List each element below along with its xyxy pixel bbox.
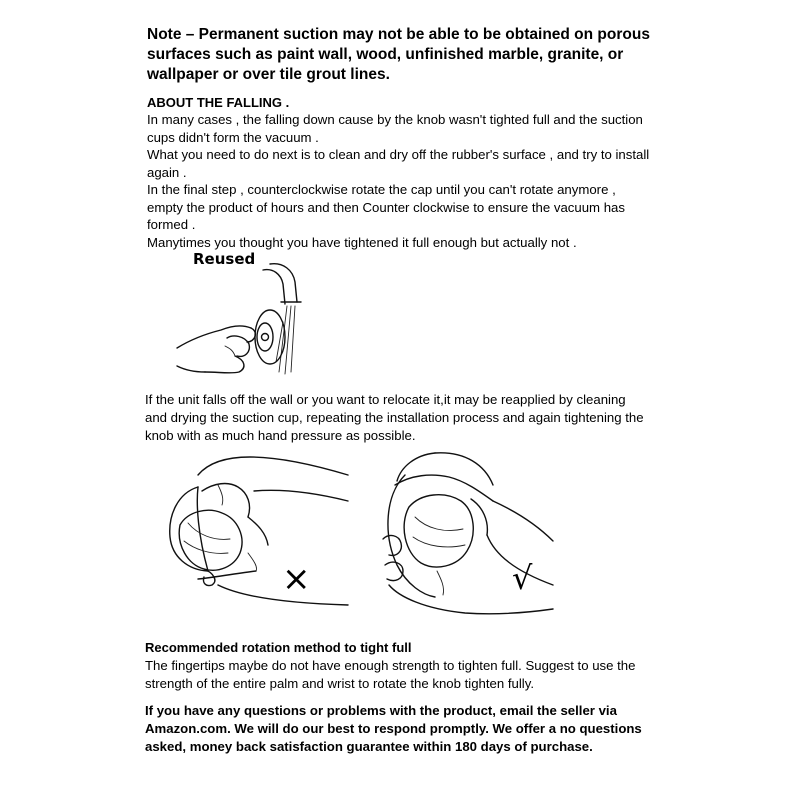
about-line: cups didn't form the vacuum .: [147, 129, 319, 145]
about-line: formed .: [147, 217, 196, 232]
contact-line: asked, money back satisfaction guarantee within 180 days of purchase.: [145, 739, 593, 754]
wrong-method-mark: ×: [282, 559, 311, 599]
about-line: In the final step , counterclockwise rotate the cap until you can't rotate anymore ,: [147, 182, 616, 197]
hand-palm-knob-icon: [375, 445, 555, 625]
about-line: What you need to do next is to clean and dry off the rubber's surface , and try to install: [147, 147, 650, 162]
contact-guarantee-text: [145, 702, 705, 756]
contact-line: If you have any questions or problems with the product, email the seller via: [145, 703, 617, 718]
recommended-method-heading: Recommended rotation method to tight full: [145, 640, 412, 655]
contact-line: Amazon.com. We will do our best to respond promptly. We offer a no questions: [145, 721, 642, 736]
reapply-line: and drying the suction cup, repeating the installation process and again tightening the: [145, 410, 644, 425]
about-line: Manytimes you thought you have tightened it full enough but actually not .: [147, 234, 577, 250]
porous-surface-note: Note – Permanent suction may not be able to be obtained on porous surfaces such as paint wall, wood, unfinished marble, granite, or wallpaper or over tile grout lines.: [147, 26, 650, 83]
hand-washing-suction-cup-icon: [175, 262, 305, 382]
reapply-line: If the unit falls off the wall or you want to relocate it,it may be reapplied by cleaning: [145, 392, 626, 407]
reused-label: Reused: [193, 250, 256, 268]
reapply-line: knob with as much hand pressure as possible.: [145, 428, 416, 443]
about-line: In many cases , the falling down cause by the knob wasn't tighted full and the suction: [147, 112, 643, 127]
recommended-method-text: [145, 657, 705, 693]
about-falling-heading: ABOUT THE FALLING .: [147, 95, 290, 110]
about-line: again .: [147, 164, 187, 180]
about-falling-text: [147, 111, 707, 251]
right-method-mark: √: [512, 559, 533, 597]
recommended-line: strength of the entire palm and wrist to rotate the knob tighten fully.: [145, 676, 535, 691]
reapply-instructions: [145, 391, 705, 445]
recommended-line: The fingertips maybe do not have enough strength to tighten full. Suggest to use the: [145, 658, 636, 673]
about-line: empty the product of hours and then Counter clockwise to ensure the vacuum has: [147, 199, 625, 215]
hand-fingertips-knob-icon: [158, 445, 358, 625]
